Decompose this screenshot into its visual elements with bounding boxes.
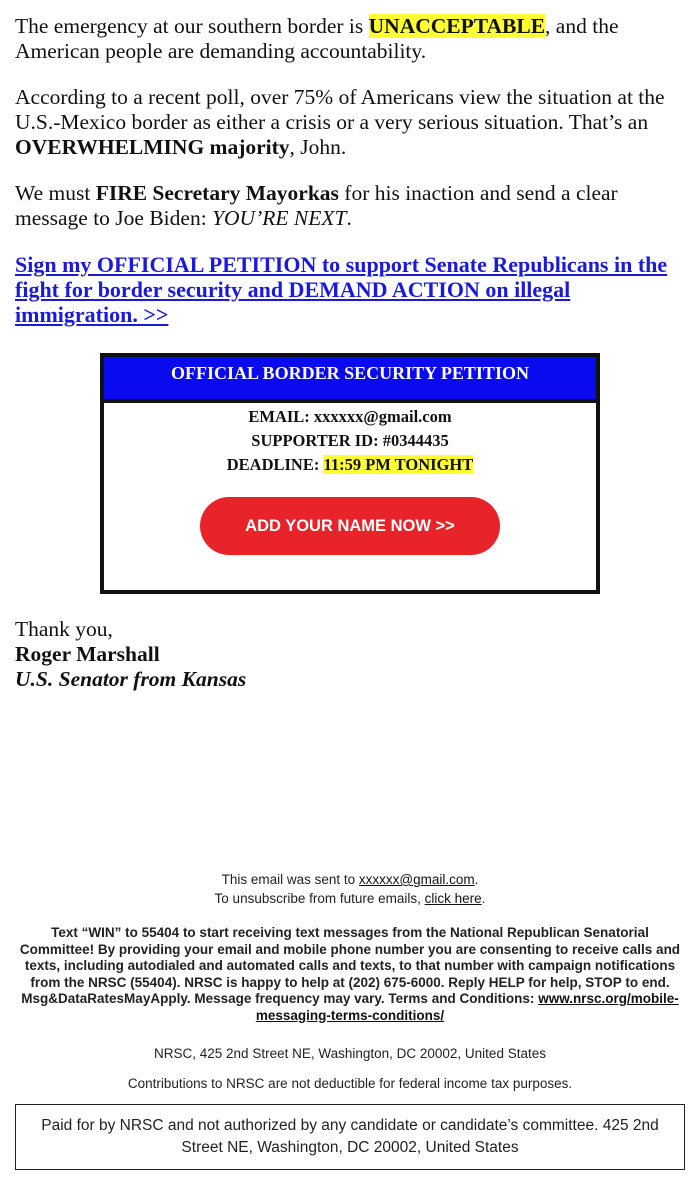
nrsc-address: NRSC, 425 2nd Street NE, Washington, DC 20002, United States <box>154 1046 546 1061</box>
intro-paragraph-3 <box>15 181 683 231</box>
bold-fire-mayorkas: FIRE Secretary Mayorkas <box>95 181 339 205</box>
signoff <box>15 617 246 692</box>
petition-deadline <box>104 453 596 477</box>
add-your-name-button[interactable]: ADD YOUR NAME NOW >> <box>200 497 500 555</box>
petition-supporter-id: SUPPORTER ID: #0344435 <box>251 431 449 450</box>
petition-details <box>104 405 596 477</box>
sms-disclaimer <box>15 925 685 1024</box>
unsubscribe-link[interactable]: click here <box>424 891 482 906</box>
signoff-thanks: Thank you, <box>15 617 113 641</box>
signoff-name: Roger Marshall <box>15 642 160 666</box>
petition-link[interactable]: Sign my OFFICIAL PETITION to support Senate Republicans in the fight for border security and DEMAND ACTION on illegal immigration. >> <box>15 252 668 327</box>
text-span: We must <box>15 181 96 205</box>
text-span: . <box>474 872 479 887</box>
sent-to-line <box>15 870 685 889</box>
text-span: , and the American people are demanding accountability. <box>15 14 619 63</box>
terms-link[interactable]: www.nrsc.org/mobile-messaging-terms-conditions/ <box>255 991 679 1023</box>
intro-paragraph-1 <box>15 14 683 64</box>
petition-title: OFFICIAL BORDER SECURITY PETITION <box>104 357 596 403</box>
intro-paragraph-2 <box>15 85 683 160</box>
paid-for-box: Paid for by NRSC and not authorized by any candidate or candidate’s committee. 425 2nd Street NE, Washington, DC 20002, United States <box>15 1104 685 1170</box>
tax-note: Contributions to NRSC are not deductible for federal income tax purposes. <box>127 1076 573 1091</box>
deadline-value: 11:59 PM TONIGHT <box>323 455 474 474</box>
text-span: This email was sent to <box>221 872 359 887</box>
text-span: . <box>346 206 352 230</box>
email-body <box>15 14 683 327</box>
footer <box>15 870 685 1093</box>
deadline-label: DEADLINE: <box>226 455 324 474</box>
italic-youre-next: YOU’RE NEXT <box>212 206 347 230</box>
text-span: , John. <box>289 135 347 159</box>
petition-email: EMAIL: xxxxxx@gmail.com <box>248 407 452 426</box>
unsubscribe-line <box>15 889 685 908</box>
highlight-unacceptable: UNACCEPTABLE <box>368 14 546 38</box>
sms-text: Text “WIN” to 55404 to start receiving text messages from the National Republican Senatorial Committee! By providing your email and mobile phone number you are consenting to receive calls and texts, including autodialed and automated calls and texts, to that number with campaign notifications from the NRSC (55404). NRSC is happy to help at (202) 675-6000. Reply HELP for help, STOP to end. Msg&DataRatesMayApply. Message frequency may vary. Terms and Conditions: <box>19 925 681 1006</box>
text-span: . <box>481 891 486 906</box>
text-span: According to a recent poll, over 75% of Americans view the situation at the U.S.-Mexico border as either a crisis or a very serious situation. That’s an <box>15 85 665 134</box>
text-span: for his inaction and send a clear message to Joe Biden: <box>15 181 618 230</box>
sent-email-link[interactable]: xxxxxx@gmail.com <box>358 872 475 887</box>
text-span: The emergency at our southern border is <box>15 14 369 38</box>
text-span: To unsubscribe from future emails, <box>214 891 425 906</box>
signoff-title: U.S. Senator from Kansas <box>15 667 247 691</box>
petition-box <box>100 353 600 594</box>
bold-majority: OVERWHELMING majority <box>15 135 290 159</box>
